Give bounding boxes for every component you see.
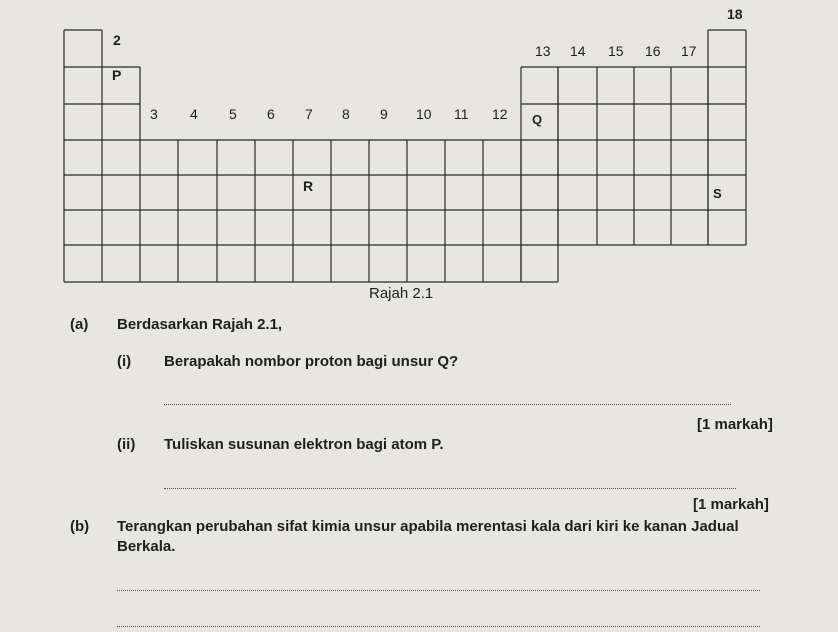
figure-caption: Rajah 2.1 [369,285,434,302]
group-17-label: 17 [681,43,697,59]
element-s: S [713,186,722,201]
question-b-label: (b) [70,518,90,535]
group-6-label: 6 [267,106,275,122]
group-12-label: 12 [492,106,508,122]
group-7-label: 7 [305,106,313,122]
marks-a-ii: [1 markah] [693,496,769,513]
answer-line-a-i[interactable] [164,404,731,405]
question-a-i-label: (i) [117,353,132,370]
group-3-label: 3 [150,106,158,122]
question-a-i-text: Berapakah nombor proton bagi unsur Q? [164,353,459,370]
answer-line-a-ii[interactable] [164,488,736,489]
group-2-label: 2 [113,32,121,48]
group-10-label: 10 [416,106,432,122]
question-a-ii-label: (ii) [117,436,136,453]
element-r: R [303,178,314,194]
group-15-label: 15 [608,43,624,59]
group-8-label: 8 [342,106,350,122]
group-11-label: 11 [454,106,469,122]
element-q: Q [532,112,543,127]
question-a-label: (a) [70,316,89,333]
marks-a-i: [1 markah] [697,416,773,433]
group-5-label: 5 [229,106,237,122]
periodic-table-grid [0,0,838,300]
element-p: P [112,67,122,83]
question-b-text-line1: Terangkan perubahan sifat kimia unsur apabila merentasi kala dari kiri ke kanan Jadual [117,518,739,535]
question-a-ii-text: Tuliskan susunan elektron bagi atom P. [164,436,444,453]
question-b-text-line2: Berkala. [117,538,176,555]
answer-line-b-2[interactable] [117,626,760,627]
answer-line-b-1[interactable] [117,590,760,591]
group-4-label: 4 [190,106,198,122]
group-9-label: 9 [380,106,388,122]
group-13-label: 13 [535,43,551,59]
group-14-label: 14 [570,43,586,59]
question-a-text: Berdasarkan Rajah 2.1, [117,316,283,333]
group-16-label: 16 [645,43,661,59]
group-18-label: 18 [727,6,743,22]
